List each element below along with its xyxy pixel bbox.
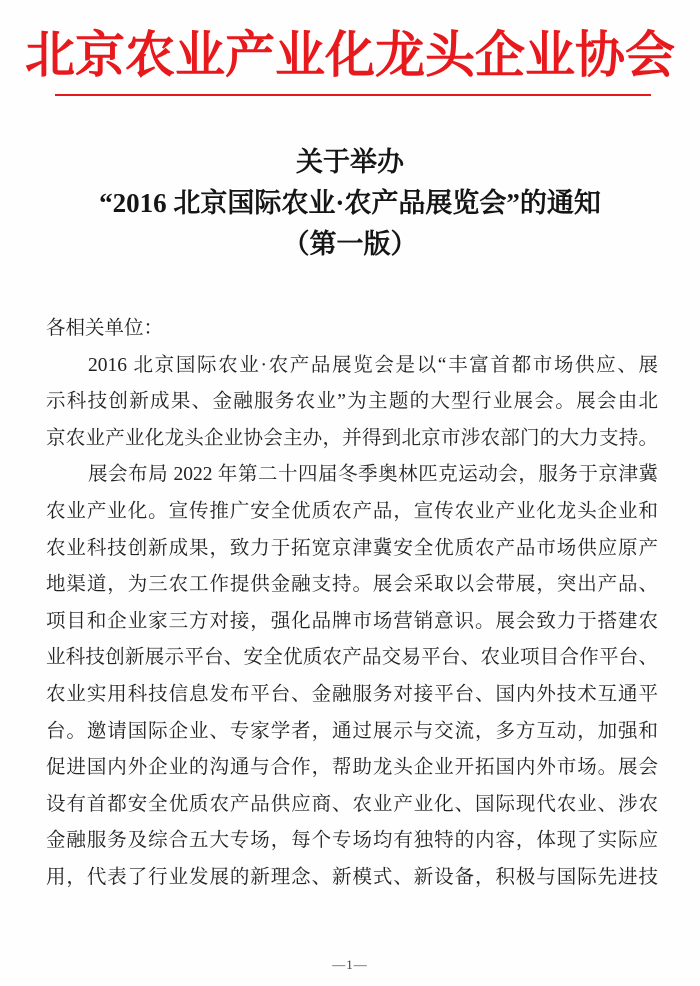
- body-line: 用，代表了行业发展的新理念、新模式、新设备，积极与国际先进技: [46, 866, 658, 888]
- body-line: 地渠道，为三农工作提供金融支持。展会采取以会带展，突出产品、: [46, 574, 658, 596]
- doc-title-block: [0, 142, 700, 265]
- red-header-rule: [55, 94, 651, 96]
- body-line: 农业产业化。宣传推广安全优质农产品，宣传农业产业化龙头企业和: [46, 500, 658, 522]
- body-line: 2016 北京国际农业·农产品展览会是以“丰富首都市场供应、展: [88, 354, 658, 376]
- body-line: 农业实用科技信息发布平台、金融服务对接平台、国内外技术互通平: [46, 683, 658, 705]
- body-line: 设有首都安全优质农产品供应商、农业产业化、国际现代农业、涉农: [46, 793, 658, 815]
- body-line: 农业科技创新成果，致力于拓宽京津冀安全优质农产品市场供应原产: [46, 537, 658, 559]
- body-line: 台。邀请国际企业、专家学者，通过展示与交流，多方互动，加强和: [46, 720, 658, 742]
- body-line: 京农业产业化龙头企业协会主办，并得到北京市涉农部门的大力支持。: [46, 427, 658, 449]
- body-line: 示科技创新成果、金融服务农业”为主题的大型行业展会。展会由北: [46, 391, 658, 413]
- doc-title-line-1: 关于举办: [296, 147, 404, 177]
- body-line: 业科技创新展示平台、安全优质农产品交易平台、农业项目合作平台、: [46, 647, 658, 669]
- doc-title-line-2: “2016 北京国际农业·农产品展览会”的通知: [99, 188, 601, 218]
- body-line: 促进国内外企业的沟通与合作，帮助龙头企业开拓国内外市场。展会: [46, 757, 658, 779]
- body-text: [0, 311, 700, 897]
- page-number: —1—: [332, 957, 368, 972]
- body-line: 展会布局 2022 年第二十四届冬季奥林匹克运动会，服务于京津冀: [88, 464, 658, 486]
- body-line: 金融服务及综合五大专场，每个专场均有独特的内容，体现了实际应: [46, 830, 658, 852]
- doc-title-line-3: （第一版）: [282, 229, 418, 259]
- org-header-title: 北京农业产业化龙头企业协会: [25, 27, 675, 83]
- salutation-line: 各相关单位：: [46, 318, 164, 339]
- body-line: 项目和企业家三方对接，强化品牌市场营销意识。展会致力于搭建农: [46, 610, 658, 632]
